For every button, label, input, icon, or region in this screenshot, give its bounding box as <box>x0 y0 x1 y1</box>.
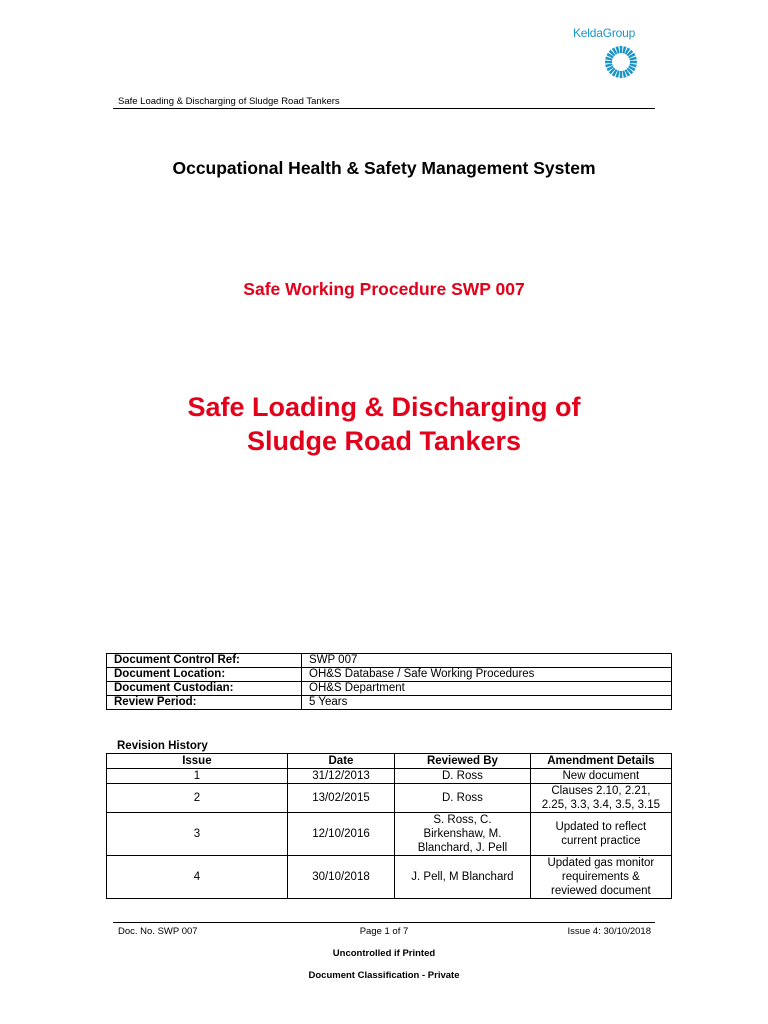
revision-row <box>107 813 672 856</box>
col-header-amendment-details: Amendment Details <box>530 754 671 769</box>
reviewed-by-line: Birkenshaw, M. <box>423 828 502 840</box>
reviewed-by-line: J. Pell, M Blanchard <box>411 871 514 883</box>
revision-issue: 2 <box>107 784 288 813</box>
col-header-issue: Issue <box>107 754 288 769</box>
document-control-row <box>107 682 672 696</box>
document-control-key: Document Custodian: <box>107 682 302 696</box>
revision-date: 13/02/2015 <box>287 784 394 813</box>
revision-amendment-details <box>530 769 671 784</box>
document-control-table <box>106 653 672 710</box>
amendment-line: current practice <box>561 835 641 847</box>
amendment-line: Updated to reflect <box>555 821 647 833</box>
reviewed-by-line: Blanchard, J. Pell <box>417 842 508 854</box>
reviewed-by-line: S. Ross, C. <box>433 814 492 826</box>
revision-amendment-details <box>530 813 671 856</box>
footer-issue: Issue 4: 30/10/2018 <box>567 926 651 937</box>
revision-row <box>107 769 672 784</box>
revision-row <box>107 784 672 813</box>
revision-row <box>107 856 672 899</box>
col-header-date: Date <box>287 754 394 769</box>
revision-amendment-details <box>530 856 671 899</box>
document-control-value: SWP 007 <box>302 654 672 668</box>
document-main-title <box>0 390 768 458</box>
footer-divider <box>113 922 655 923</box>
revision-date: 31/12/2013 <box>287 769 394 784</box>
procedure-title: Safe Working Procedure SWP 007 <box>243 279 525 299</box>
logo-ray <box>620 46 623 53</box>
revision-reviewed-by <box>395 856 531 899</box>
kelda-burst-icon <box>603 44 639 80</box>
amendment-line: Updated gas monitor <box>547 857 655 869</box>
revision-reviewed-by <box>395 784 531 813</box>
amendment-line: New document <box>562 770 640 782</box>
reviewed-by-line: D. Ross <box>441 792 483 804</box>
document-control-key: Document Control Ref: <box>107 654 302 668</box>
document-control-value: OH&S Database / Safe Working Procedures <box>302 668 672 682</box>
revision-issue: 4 <box>107 856 288 899</box>
revision-issue: 3 <box>107 813 288 856</box>
footer-doc-number: Doc. No. SWP 007 <box>118 926 198 937</box>
revision-date: 30/10/2018 <box>287 856 394 899</box>
document-control-key: Document Location: <box>107 668 302 682</box>
document-control-row <box>107 668 672 682</box>
document-control-value: OH&S Department <box>302 682 672 696</box>
amendment-line: Clauses 2.10, 2.21, <box>551 785 651 797</box>
revision-amendment-details <box>530 784 671 813</box>
revision-reviewed-by <box>395 769 531 784</box>
document-control-key: Review Period: <box>107 696 302 710</box>
footer-page-number: Page 1 of 7 <box>359 926 409 937</box>
kelda-logo-text: KeldaGroup <box>573 26 636 40</box>
footer-classification: Document Classification - Private <box>308 970 460 981</box>
amendment-line: requirements & <box>561 871 640 883</box>
document-control-value: 5 Years <box>302 696 672 710</box>
header-divider <box>113 108 655 109</box>
system-title: Occupational Health & Safety Management System <box>172 158 596 178</box>
revision-reviewed-by <box>395 813 531 856</box>
kelda-logo-icon <box>603 44 639 80</box>
logo-ray <box>605 61 612 64</box>
revision-history-table <box>106 753 672 899</box>
col-header-reviewed-by: Reviewed By <box>395 754 531 769</box>
revision-history-caption: Revision History <box>117 740 208 752</box>
document-control-row <box>107 654 672 668</box>
amendment-line: 2.25, 3.3, 3.4, 3.5, 3.15 <box>541 799 661 811</box>
revision-issue: 1 <box>107 769 288 784</box>
main-title-line-1: Safe Loading & Discharging of <box>187 392 581 422</box>
document-control-row <box>107 696 672 710</box>
logo-ray <box>620 71 623 78</box>
footer-uncontrolled-notice: Uncontrolled if Printed <box>332 948 436 959</box>
reviewed-by-line: D. Ross <box>441 770 483 782</box>
revision-date: 12/10/2016 <box>287 813 394 856</box>
amendment-line: reviewed document <box>551 885 651 897</box>
main-title-line-2: Sludge Road Tankers <box>246 426 522 456</box>
revision-header-row <box>107 754 672 769</box>
running-header: Safe Loading & Discharging of Sludge Road Tankers <box>118 96 340 107</box>
logo-ray <box>630 61 637 64</box>
